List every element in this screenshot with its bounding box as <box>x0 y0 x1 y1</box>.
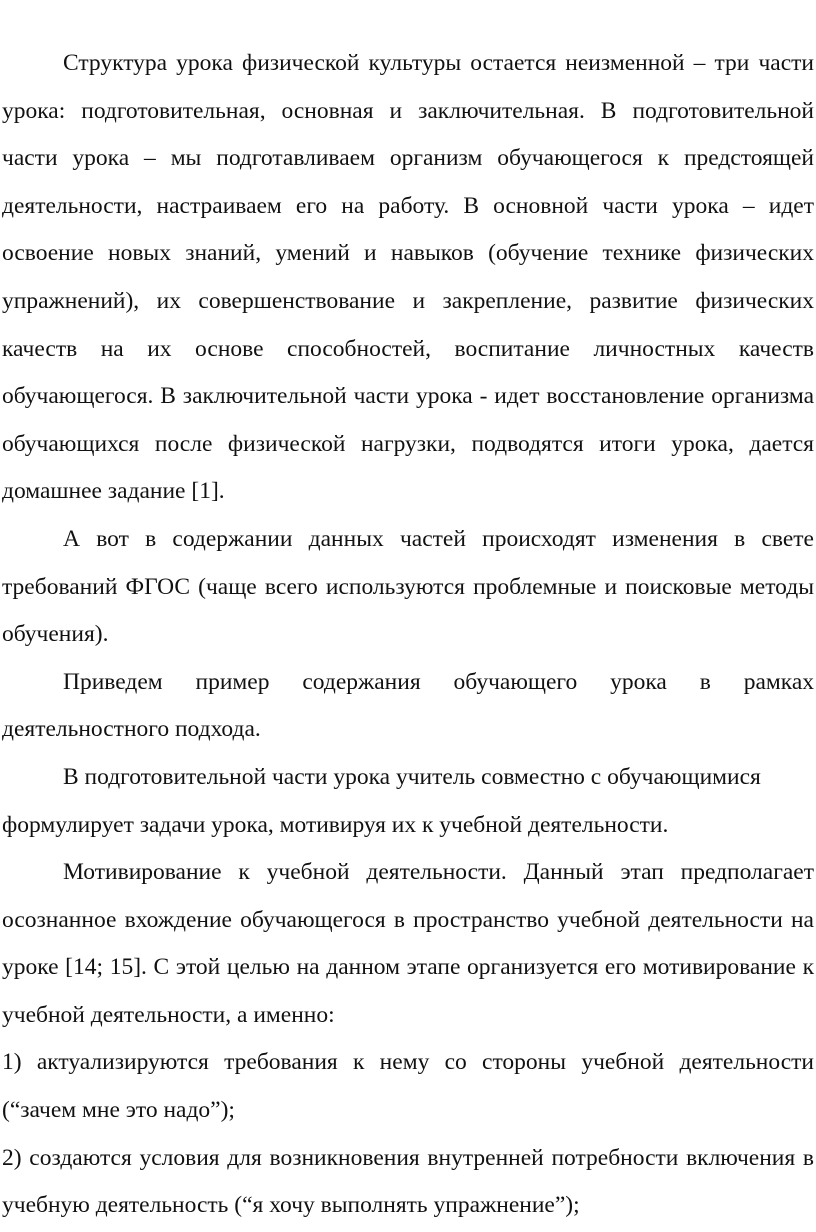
paragraph-lesson-structure: Структура урока физической культуры остается неизменной – три части урока: подготовительная, основная и заключительная. В подготовительной части урока – мы подготавливаем организм обучающегося к предстоящей деятельности, настраиваем его на работу. В основной части урока – идет освоение новых знаний, умений и навыков (обучение технике физических упражнений), их совершенствование и закрепление, развитие физических качеств на их основе способностей, воспитание личностных качеств обучающегося. В заключительной части урока - идет восстановление организма обучающихся после физической нагрузки, подводятся итоги урока, дается домашнее задание [1]. <box>2 50 814 505</box>
list-item-1: 1) актуализируются требования к нему со стороны учебной деятельности (“зачем мне это надо”); <box>2 1049 814 1124</box>
paragraph-preparatory-part: В подготовительной части урока учитель совместно с обучающимися формулирует задачи урока, мотивируя их к учебной деятельности. <box>2 763 761 838</box>
document-page <box>0 40 816 1230</box>
list-item-2: 2) создаются условия для возникновения внутренней потребности включения в учебную деятельность (“я хочу выполнять упражнение”); <box>2 1144 814 1219</box>
paragraph-example-intro: Приведем пример содержания обучающего урока в рамках деятельностного подхода. <box>2 668 814 743</box>
paragraph-fgos-changes: А вот в содержании данных частей происходят изменения в свете требований ФГОС (чаще всего используются проблемные и поисковые методы обучения). <box>2 525 814 648</box>
paragraph-motivation: Мотивирование к учебной деятельности. Данный этап предполагает осознанное вхождение обучающегося в пространство учебной деятельности на уроке [14; 15]. С этой целью на данном этапе организуется его мотивирование к учебной деятельности, а именно: <box>2 859 814 1028</box>
